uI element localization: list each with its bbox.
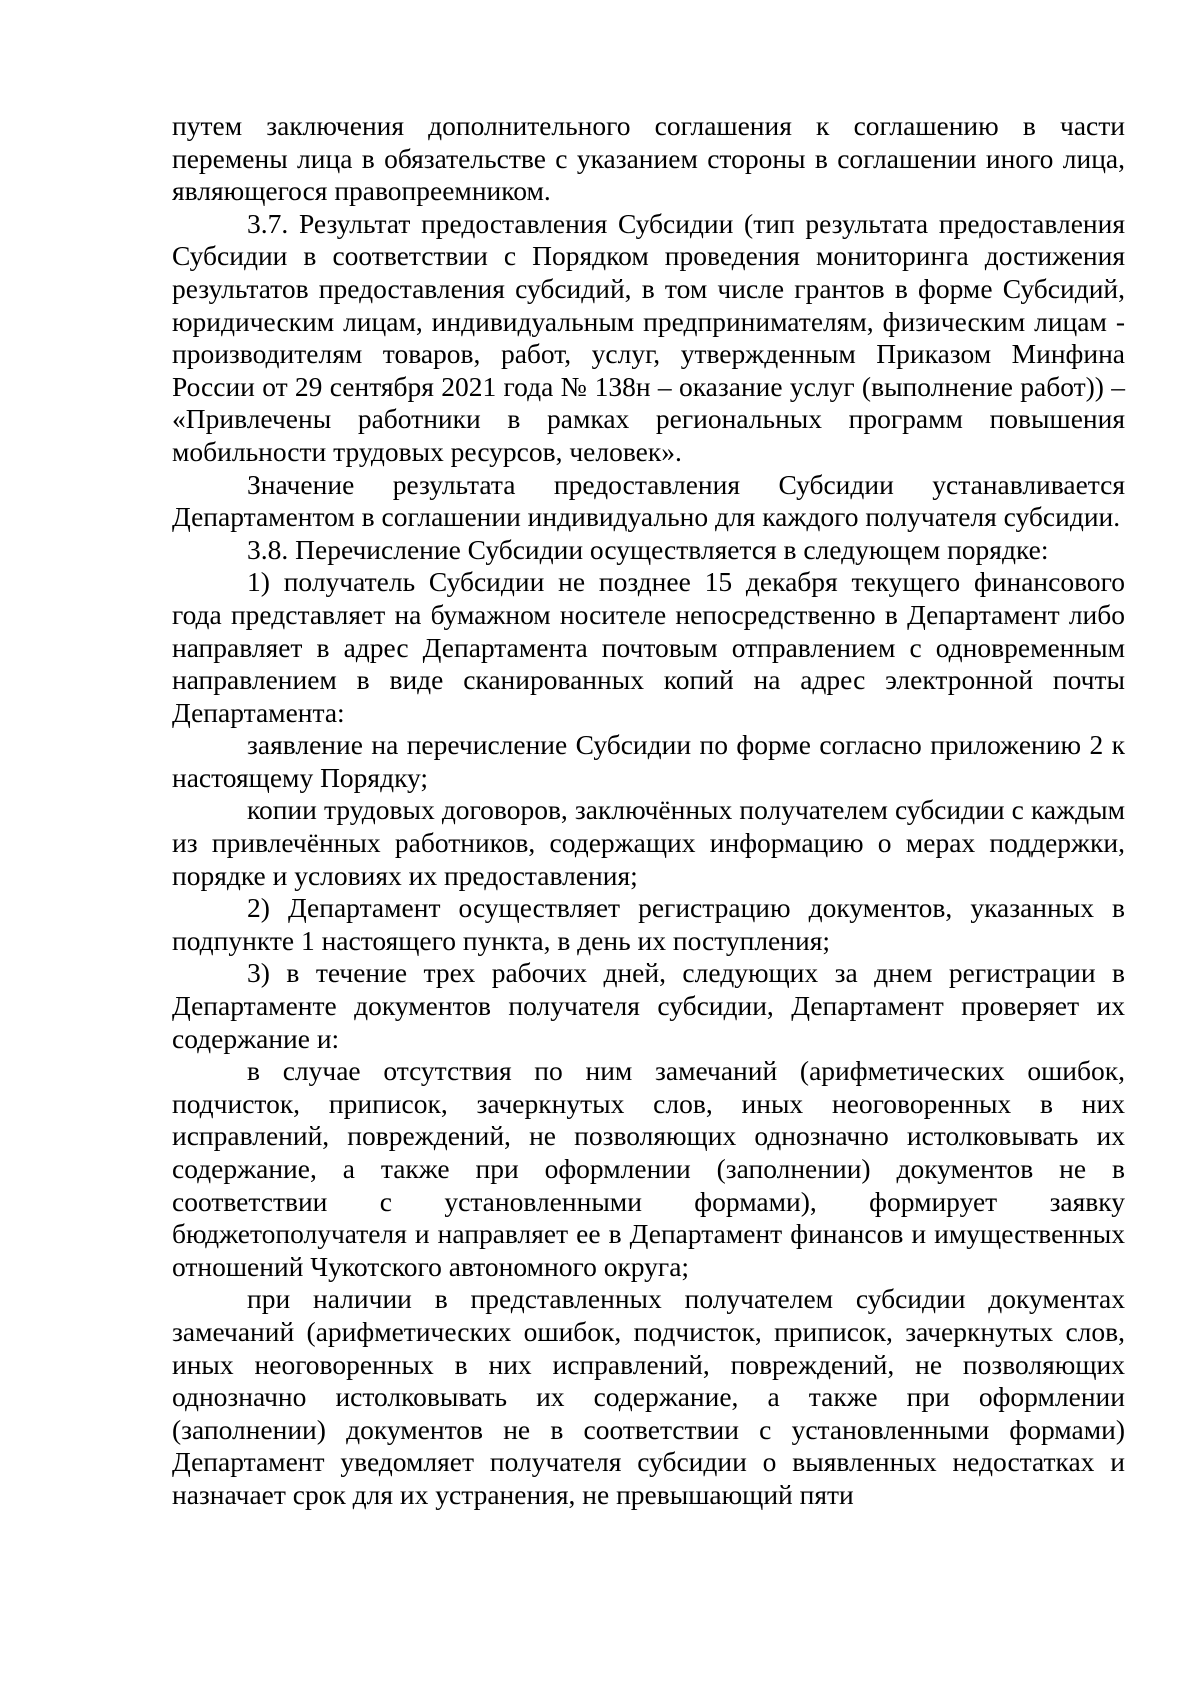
document-page: [172, 110, 1125, 1512]
paragraph-3-7-result: 3.7. Результат предоставления Субсидии (тип результата предоставления Субсидии в соответствии с Порядком проведения мониторинга достижения результатов предоставления субсидий, в том числе грантов в форме Субсидий, юридическим лицам, индивидуальным предпринимателям, физическим лицам - производителям товаров, работ, услуг, утвержденным Приказом Минфина России от 29 сентября 2021 года № 138н – оказание услуг (выполнение работ)) – «Привлечены работники в рамках региональных программ повышения мобильности трудовых ресурсов, человек».: [172, 207, 1125, 467]
paragraph-contract-copies: копии трудовых договоров, заключённых получателем субсидии с каждым из привлечённых работников, содержащих информацию о мерах поддержки, порядке и условиях их предоставления;: [172, 794, 1125, 891]
paragraph-no-remarks: в случае отсутствия по ним замечаний (арифметических ошибок, подчисток, приписок, зачеркнутых слов, иных неоговоренных в них исправлений, повреждений, не позволяющих однозначно истолковывать их содержание, а также при оформлении (заполнении) документов не в соответствии с установленными формами), формирует заявку бюджетополучателя и направляет ее в Департамент финансов и имущественных отношений Чукотского автономного округа;: [172, 1055, 1125, 1282]
paragraph-application: заявление на перечисление Субсидии по форме согласно приложению 2 к настоящему Порядку;: [172, 729, 1125, 793]
paragraph-continuation: путем заключения дополнительного соглашения к соглашению в части перемены лица в обязательстве с указанием стороны в соглашении иного лица, являющегося правопреемником.: [172, 110, 1125, 207]
paragraph-item-2: 2) Департамент осуществляет регистрацию документов, указанных в подпункте 1 настоящего пункта, в день их поступления;: [172, 892, 1125, 956]
paragraph-3-8-transfer: 3.8. Перечисление Субсидии осуществляется в следующем порядке:: [247, 533, 1049, 565]
paragraph-with-remarks: при наличии в представленных получателем субсидии документах замечаний (арифметических ошибок, подчисток, приписок, зачеркнутых слов, иных неоговоренных в них исправлений, повреждений, не позволяющих однозначно истолковывать их содержание, а также при оформлении (заполнении) документов не в соответствии с установленными формами) Департамент уведомляет получателя субсидии о выявленных недостатках и назначает срок для их устранения, не превышающий пяти: [172, 1283, 1125, 1510]
paragraph-item-1: 1) получатель Субсидии не позднее 15 декабря текущего финансового года представляет на бумажном носителе непосредственно в Департамент либо направляет в адрес Департамента почтовым отправлением с одновременным направлением в виде сканированных копий на адрес электронной почты Департамента:: [172, 566, 1125, 728]
paragraph-result-value: Значение результата предоставления Субсидии устанавливается Департаментом в соглашении индивидуально для каждого получателя субсидии.: [172, 468, 1125, 533]
paragraph-item-3: 3) в течение трех рабочих дней, следующих за днем регистрации в Департаменте документов получателя субсидии, Департамент проверяет их содержание и:: [172, 957, 1125, 1054]
